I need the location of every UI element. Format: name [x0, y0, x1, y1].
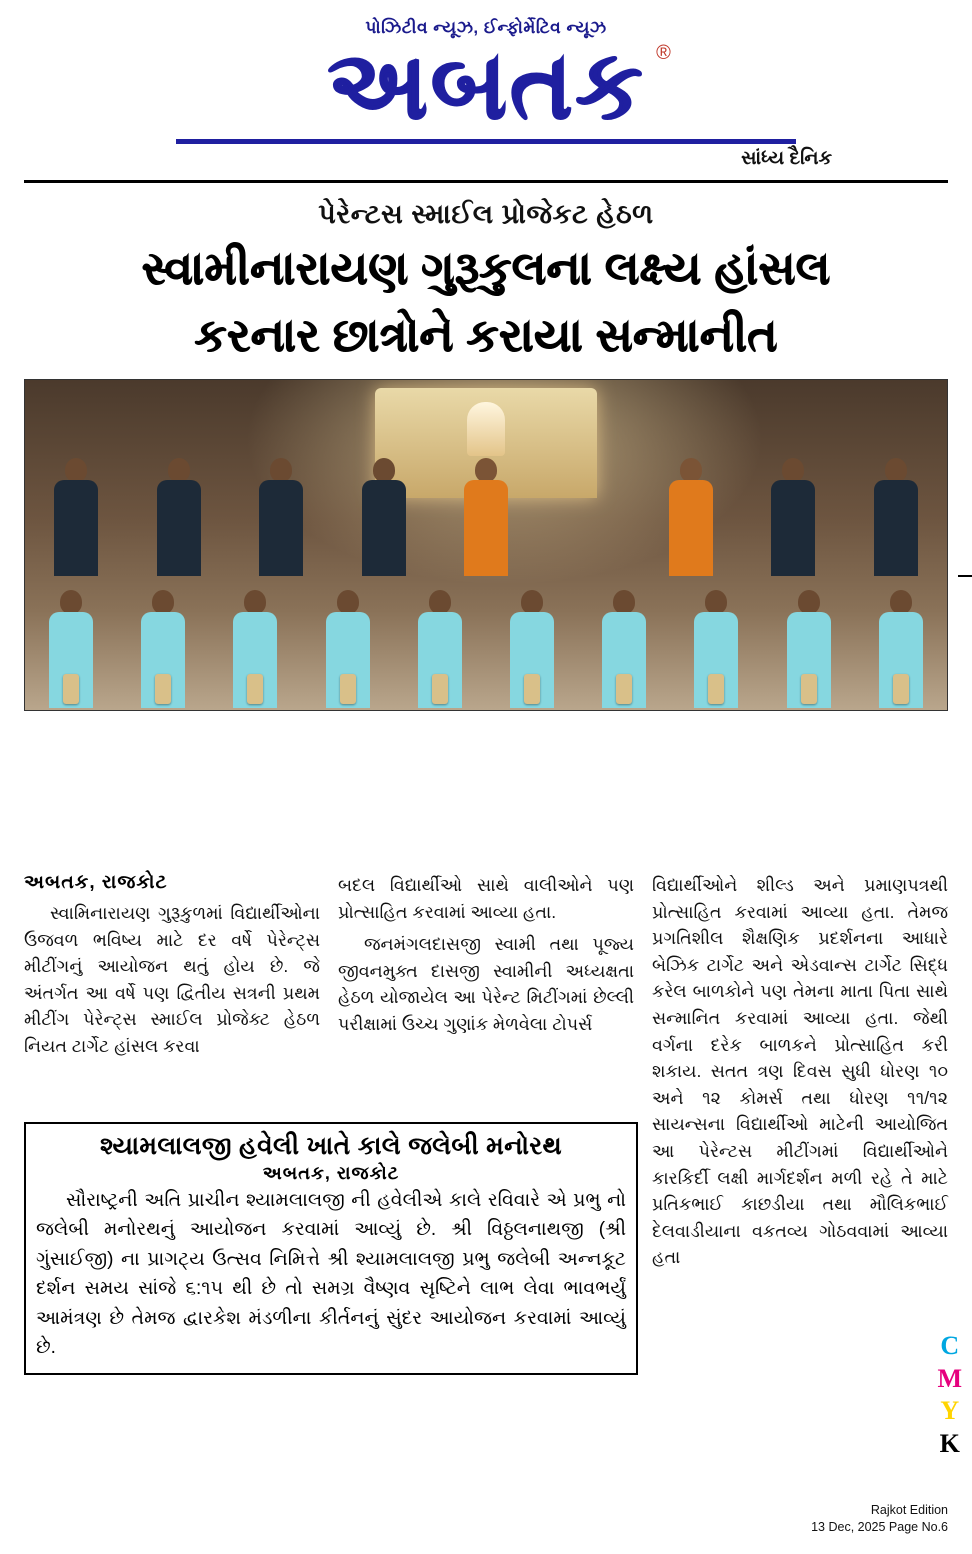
- story-headline-line-2: કરનાર છાત્રોને કરાયા સન્માનીત: [194, 308, 778, 361]
- footer-edition: Rajkot Edition: [870, 1503, 948, 1518]
- masthead-divider: [176, 139, 796, 144]
- photo-student: [414, 590, 466, 710]
- photo-student: [690, 590, 742, 710]
- story-paragraph: સ્વામિનારાયણ ગુરૂકુળમાં વિદ્યાર્થીઓના ઉજવળ ભવિષ્ય માટે દર વર્ષે પેરેન્ટ્સ મીટીંગનું આયોજન થતું હોય છે. જે અંતર્ગત આ વર્ષે પણ દ્વિતીય સત્રની પ્રથમ મીટીંગ પેરેન્ટ્સ સ્માઈલ પ્રોજેક્ટ હેઠળ નિયત ટાર્ગેટ હાંસલ કરવા: [24, 903, 320, 1056]
- secondary-story-box: [24, 1122, 638, 1375]
- photo-student: [45, 590, 97, 710]
- cmyk-cyan: C: [940, 1331, 960, 1360]
- story-dateline: અબતક, રાજકોટ: [24, 872, 168, 893]
- story-column-3: [652, 872, 948, 1277]
- secondary-story-dateline: અબતક, રાજકોટ: [262, 1163, 400, 1183]
- photo-student: [875, 590, 927, 710]
- story-paragraph: જનમંગલદાસજી સ્વામી તથા પૂજ્ય જીવનમુક્ત દાસજી સ્વામીની અધ્યક્ષતા હેઠળ યોજાયેલ આ પેરેન્ટ મિટીંગમાં છેલ્લી પરીક્ષામાં ઉચ્ચ ગુણાંક મેળવેલા ટોપર્સ: [338, 934, 634, 1034]
- page-footer: [811, 1502, 948, 1536]
- secondary-story-body: સૌરાષ્ટ્રની અતિ પ્રાચીન શ્યામલાલજી ની હવેલીએ કાલે રવિવારે એ પ્રભુ નો જલેબી મનોરથનું આયોજન કરવામાં આવ્યું છે. શ્રી વિઠ્ઠલનાથજી (શ્રી ગુંસાઈજી) ના પ્રાગટ્ય ઉત્સવ નિમિત્તે શ્રી શ્યામલાલજી પ્રભુ જલેબી અન્નકૂટ દર્શન સમય સાંજે ૬:૧૫ થી છે તો સમગ્ર વૈષ્ણવ સૃષ્ટિને લાભ લેવા ભાવભર્યું આમંત્રણ છે તેમજ દ્વારકેશ મંડળીના કીર્તનનું સુંદર આયોજન કરવામાં આવ્યું છે.: [36, 1190, 626, 1359]
- registration-tick: [958, 575, 972, 577]
- story-kicker: પેરેન્ટસ સ્માઈલ પ્રોજેકટ હેઠળ: [318, 198, 654, 229]
- masthead-logo-wrap: [327, 32, 671, 139]
- photo-student: [783, 590, 835, 710]
- cmyk-yellow: Y: [940, 1396, 960, 1425]
- photo-student: [506, 590, 558, 710]
- registered-trademark-icon: ®: [656, 42, 671, 64]
- cmyk-magenta: M: [937, 1363, 962, 1393]
- photo-front-row: [25, 540, 947, 710]
- story-paragraph: બદલ વિદ્યાર્થીઓ સાથે વાલીઓને પણ પ્રોત્સાહિત કરવામાં આવ્યા હતા.: [338, 875, 634, 922]
- photo-student: [598, 590, 650, 710]
- masthead-logo: અબતક: [327, 32, 645, 139]
- header-rule: [24, 180, 948, 183]
- masthead: [0, 0, 972, 170]
- story-paragraph: વિદ્યાર્થીઓને શીલ્ડ અને પ્રમાણપત્રથી પ્રોત્સાહિત કરવામાં આવ્યા હતા. તેમજ પ્રગતિશીલ શૈક્ષણિક પ્રદર્શનના આધારે બેઝિક ટાર્ગેટ અને એડવાન્સ ટાર્ગેટ સિદ્ધ કરેલ બાળકોને પણ તેમના માતા પિતા સાથે સન્માનિત કરવામાં આવ્યા હતા. જેથી વર્ગના દરેક બાળકને પ્રોત્સાહિત કરી શકાય. સતત ત્રણ દિવસ સુધી ધોરણ ૧૦ અને ૧૨ કોમર્સ તથા ધોરણ ૧૧/૧૨ સાયન્સના વિદ્યાર્થીઓ માટેની આયોજિત આ પેરેન્ટસ મીટીંગમાં વિદ્યાર્થીઓને કારકિર્દી લક્ષી માર્ગદર્શન મળી રહે તે માટે પ્રતિકભાઈ કાછડીયા તથા મૌલિકભાઈ દેલવાડીયાના વકતવ્ય ગોઠવવામાં આવ્યા હતા: [652, 875, 948, 1268]
- cmyk-registration-marks: [937, 1330, 962, 1460]
- footer-date-page: 13 Dec, 2025 Page No.6: [811, 1520, 948, 1535]
- photo-student: [137, 590, 189, 710]
- photo-student: [322, 590, 374, 710]
- cmyk-black: K: [939, 1428, 960, 1458]
- masthead-subtitle: સાંધ્ય દૈનિક: [741, 147, 832, 169]
- secondary-story-headline: શ્યામલાલજી હવેલી ખાતે કાલે જલેબી મનોરથ: [100, 1132, 562, 1160]
- story-headline-line-1: સ્વામીનારાયણ ગુરૂકુલના લક્ષ્ય હાંસલ: [141, 241, 831, 294]
- story-photo: [24, 379, 948, 711]
- photo-student: [229, 590, 281, 710]
- masthead-tagline: પોઝિટીવ ન્યૂઝ, ઈન્ફોર્મેટિવ ન્યૂઝ: [365, 18, 607, 37]
